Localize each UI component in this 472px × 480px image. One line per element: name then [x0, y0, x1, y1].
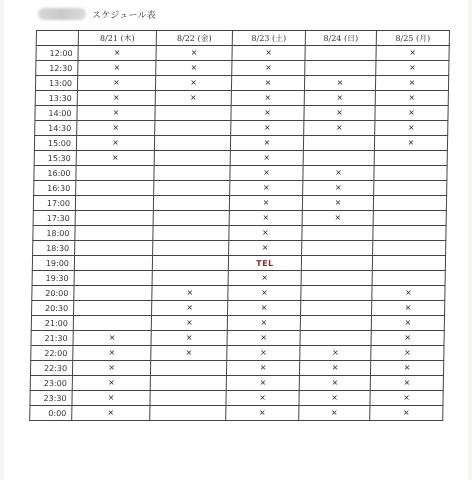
empty-slot: [154, 151, 230, 166]
empty-slot: [373, 196, 446, 211]
empty-slot: [74, 301, 152, 316]
unavailable-mark: ×: [227, 316, 300, 331]
unavailable-mark: ×: [156, 61, 232, 76]
unavailable-mark: ×: [376, 46, 449, 61]
empty-slot: [74, 271, 152, 286]
empty-slot: [150, 376, 226, 391]
time-label: 23:00: [30, 376, 72, 391]
unavailable-mark: ×: [72, 361, 150, 376]
time-label: 17:00: [33, 196, 75, 211]
unavailable-mark: ×: [72, 406, 150, 421]
unavailable-mark: ×: [299, 406, 370, 421]
time-label: 16:00: [34, 166, 76, 181]
time-label: 13:30: [35, 91, 77, 106]
unavailable-mark: ×: [78, 46, 156, 61]
time-label: 14:30: [35, 121, 77, 136]
header-corner: [36, 31, 78, 46]
unavailable-mark: ×: [231, 91, 304, 106]
unavailable-mark: ×: [151, 346, 227, 361]
unavailable-mark: ×: [76, 136, 154, 151]
empty-slot: [153, 196, 229, 211]
time-label: 0:00: [30, 406, 72, 421]
time-label: 14:00: [35, 106, 77, 121]
time-label: 23:30: [30, 391, 72, 406]
unavailable-mark: ×: [228, 301, 301, 316]
tel-note: TEL: [228, 256, 301, 271]
unavailable-mark: ×: [231, 76, 304, 91]
unavailable-mark: ×: [228, 271, 301, 286]
empty-slot: [301, 271, 372, 286]
time-label: 22:00: [31, 346, 73, 361]
date-header: 8/21 (木): [78, 31, 156, 46]
unavailable-mark: ×: [231, 121, 304, 136]
unavailable-mark: ×: [152, 301, 228, 316]
empty-slot: [154, 166, 230, 181]
empty-slot: [301, 301, 372, 316]
unavailable-mark: ×: [370, 361, 443, 376]
unavailable-mark: ×: [77, 91, 155, 106]
time-label: 19:00: [32, 256, 74, 271]
time-label: 16:30: [34, 181, 76, 196]
time-label: 18:30: [33, 241, 75, 256]
unavailable-mark: ×: [371, 316, 444, 331]
empty-slot: [75, 241, 153, 256]
unavailable-mark: ×: [229, 196, 302, 211]
time-label: 17:30: [33, 211, 75, 226]
empty-slot: [154, 136, 230, 151]
empty-slot: [373, 211, 446, 226]
time-row: [33, 241, 446, 256]
empty-slot: [73, 316, 151, 331]
unavailable-mark: ×: [73, 346, 151, 361]
unavailable-mark: ×: [230, 181, 303, 196]
time-label: 15:30: [34, 151, 76, 166]
time-label: 22:30: [30, 361, 72, 376]
time-row: [32, 256, 445, 271]
empty-slot: [150, 391, 226, 406]
empty-slot: [152, 256, 228, 271]
empty-slot: [153, 211, 229, 226]
empty-slot: [373, 241, 446, 256]
time-row: [30, 376, 443, 391]
empty-slot: [152, 271, 228, 286]
time-label: 20:00: [32, 286, 74, 301]
unavailable-mark: ×: [370, 376, 443, 391]
time-row: [35, 121, 448, 136]
time-row: [34, 166, 447, 181]
time-row: [30, 361, 443, 376]
empty-slot: [302, 226, 373, 241]
schedule-sheet: [4, 0, 468, 480]
empty-slot: [76, 166, 154, 181]
time-row: [31, 346, 444, 361]
empty-slot: [372, 256, 445, 271]
time-label: 18:00: [33, 226, 75, 241]
time-row: [34, 136, 447, 151]
empty-slot: [74, 286, 152, 301]
unavailable-mark: ×: [304, 106, 375, 121]
unavailable-mark: ×: [151, 316, 227, 331]
empty-slot: [301, 256, 372, 271]
unavailable-mark: ×: [77, 121, 155, 136]
unavailable-mark: ×: [374, 136, 447, 151]
schedule-table: [29, 30, 450, 421]
time-label: 21:30: [31, 331, 73, 346]
redacted-name: [38, 8, 86, 20]
unavailable-mark: ×: [371, 331, 444, 346]
empty-slot: [154, 181, 230, 196]
time-row: [36, 61, 449, 76]
time-row: [32, 271, 445, 286]
time-label: 12:00: [36, 46, 78, 61]
schedule-body: [30, 31, 450, 421]
unavailable-mark: ×: [231, 106, 304, 121]
empty-slot: [301, 286, 372, 301]
unavailable-mark: ×: [232, 46, 305, 61]
unavailable-mark: ×: [375, 76, 448, 91]
unavailable-mark: ×: [229, 211, 302, 226]
unavailable-mark: ×: [77, 106, 155, 121]
date-header: 8/24 (日): [305, 31, 376, 46]
time-label: 15:00: [34, 136, 76, 151]
unavailable-mark: ×: [76, 151, 154, 166]
empty-slot: [305, 61, 376, 76]
empty-slot: [374, 166, 447, 181]
unavailable-mark: ×: [226, 391, 299, 406]
time-row: [36, 46, 449, 61]
unavailable-mark: ×: [372, 286, 445, 301]
time-row: [32, 301, 445, 316]
time-row: [32, 286, 445, 301]
unavailable-mark: ×: [155, 76, 231, 91]
date-header: 8/25 (月): [376, 31, 449, 46]
time-row: [31, 316, 444, 331]
unavailable-mark: ×: [78, 61, 156, 76]
unavailable-mark: ×: [299, 391, 370, 406]
unavailable-mark: ×: [375, 121, 448, 136]
empty-slot: [153, 226, 229, 241]
title-row: [38, 6, 156, 22]
empty-slot: [374, 181, 447, 196]
unavailable-mark: ×: [376, 61, 449, 76]
time-row: [30, 406, 443, 421]
unavailable-mark: ×: [304, 91, 375, 106]
unavailable-mark: ×: [230, 151, 303, 166]
unavailable-mark: ×: [303, 181, 374, 196]
empty-slot: [75, 226, 153, 241]
empty-slot: [302, 241, 373, 256]
unavailable-mark: ×: [72, 391, 150, 406]
unavailable-mark: ×: [156, 46, 232, 61]
time-row: [33, 226, 446, 241]
unavailable-mark: ×: [232, 61, 305, 76]
unavailable-mark: ×: [304, 121, 375, 136]
unavailable-mark: ×: [302, 211, 373, 226]
unavailable-mark: ×: [370, 391, 443, 406]
unavailable-mark: ×: [229, 241, 302, 256]
empty-slot: [74, 256, 152, 271]
empty-slot: [150, 361, 226, 376]
unavailable-mark: ×: [230, 136, 303, 151]
time-row: [35, 76, 448, 91]
header-row: [36, 31, 449, 46]
unavailable-mark: ×: [227, 346, 300, 361]
unavailable-mark: ×: [226, 376, 299, 391]
unavailable-mark: ×: [229, 226, 302, 241]
unavailable-mark: ×: [375, 91, 448, 106]
unavailable-mark: ×: [228, 286, 301, 301]
unavailable-mark: ×: [302, 196, 373, 211]
time-label: 21:00: [31, 316, 73, 331]
unavailable-mark: ×: [226, 406, 299, 421]
date-header: 8/22 (金): [156, 31, 232, 46]
time-row: [35, 91, 448, 106]
empty-slot: [303, 136, 374, 151]
time-row: [30, 391, 443, 406]
empty-slot: [155, 121, 231, 136]
time-row: [34, 151, 447, 166]
time-row: [33, 196, 446, 211]
unavailable-mark: ×: [299, 376, 370, 391]
empty-slot: [300, 331, 371, 346]
page-title: スケジュール表: [92, 10, 156, 21]
time-row: [31, 331, 444, 346]
empty-slot: [300, 316, 371, 331]
unavailable-mark: ×: [73, 331, 151, 346]
unavailable-mark: ×: [372, 301, 445, 316]
empty-slot: [374, 151, 447, 166]
unavailable-mark: ×: [299, 361, 370, 376]
empty-slot: [303, 151, 374, 166]
unavailable-mark: ×: [370, 406, 443, 421]
unavailable-mark: ×: [227, 331, 300, 346]
time-label: 19:30: [32, 271, 74, 286]
empty-slot: [75, 211, 153, 226]
unavailable-mark: ×: [155, 91, 231, 106]
unavailable-mark: ×: [152, 286, 228, 301]
time-label: 12:30: [36, 61, 78, 76]
unavailable-mark: ×: [72, 376, 150, 391]
time-row: [34, 181, 447, 196]
empty-slot: [153, 241, 229, 256]
date-header: 8/23 (土): [232, 31, 305, 46]
unavailable-mark: ×: [151, 331, 227, 346]
empty-slot: [75, 196, 153, 211]
empty-slot: [155, 106, 231, 121]
time-label: 20:30: [32, 301, 74, 316]
time-label: 13:00: [35, 76, 77, 91]
unavailable-mark: ×: [303, 166, 374, 181]
empty-slot: [372, 271, 445, 286]
empty-slot: [76, 181, 154, 196]
unavailable-mark: ×: [226, 361, 299, 376]
empty-slot: [373, 226, 446, 241]
unavailable-mark: ×: [371, 346, 444, 361]
unavailable-mark: ×: [300, 346, 371, 361]
unavailable-mark: ×: [230, 166, 303, 181]
empty-slot: [150, 406, 226, 421]
unavailable-mark: ×: [77, 76, 155, 91]
unavailable-mark: ×: [375, 106, 448, 121]
time-row: [35, 106, 448, 121]
unavailable-mark: ×: [304, 76, 375, 91]
time-row: [33, 211, 446, 226]
empty-slot: [305, 46, 376, 61]
